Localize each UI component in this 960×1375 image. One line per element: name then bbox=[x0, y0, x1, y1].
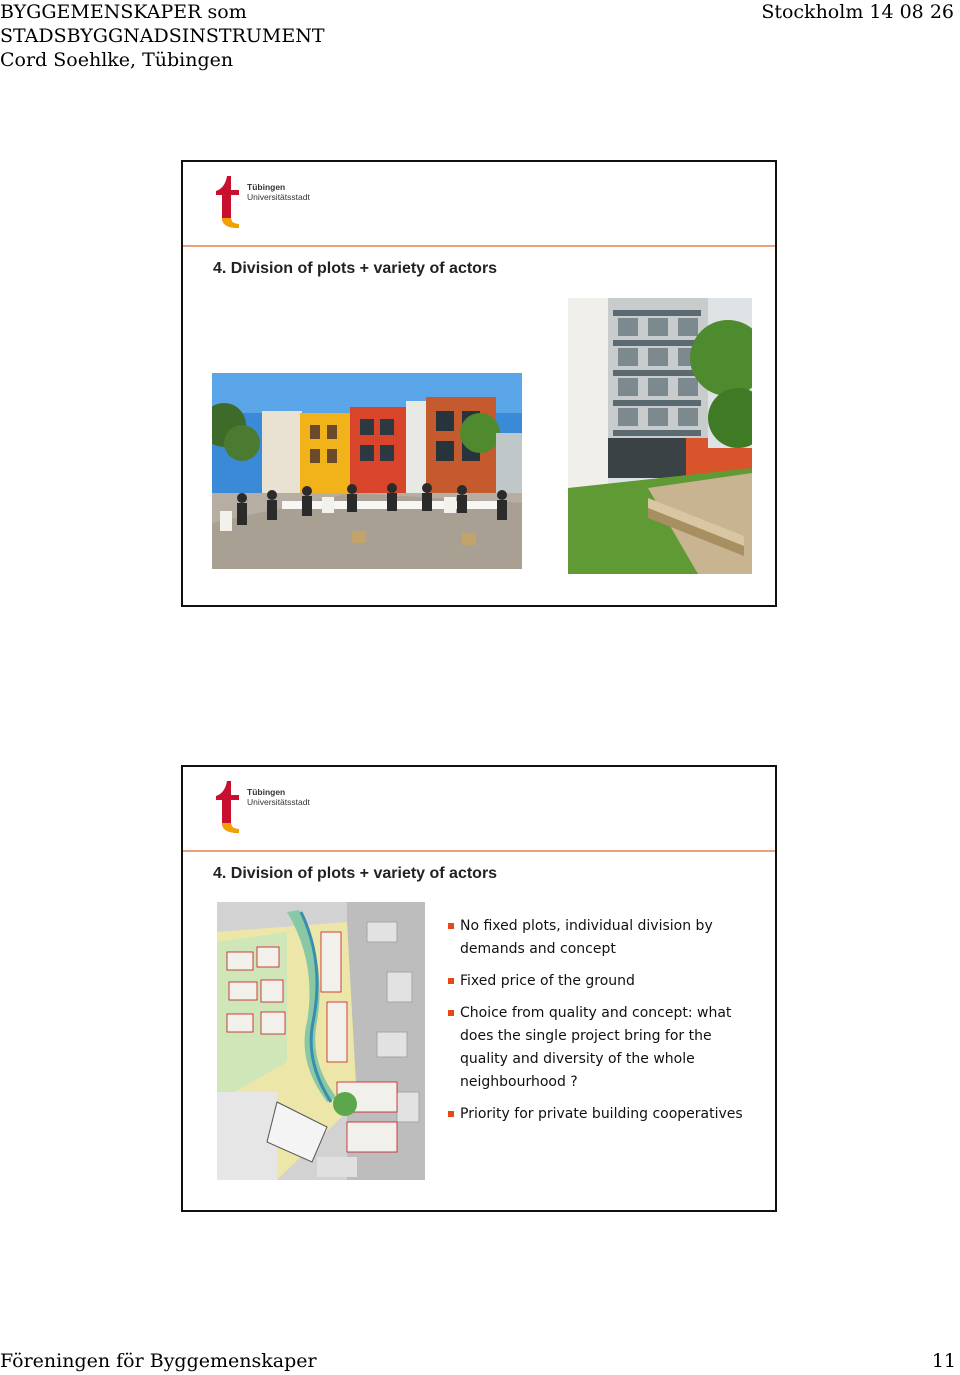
bullet-item bbox=[448, 970, 748, 993]
bullet-text: Fixed price of the ground bbox=[460, 973, 635, 989]
bullet-square-icon bbox=[448, 978, 454, 984]
bullet-text: Priority for private building cooperatives bbox=[460, 1106, 743, 1122]
page-header-right: Stockholm 14 08 26 bbox=[761, 1, 954, 23]
bullet-list bbox=[448, 915, 748, 1135]
bullet-text: Choice from quality and concept: what does the single project bring for the quality and diversity of the whole neighbourhood ? bbox=[460, 1005, 732, 1090]
logo-subtitle: Universitätsstadt bbox=[247, 192, 310, 202]
logo-name: Tübingen bbox=[247, 787, 286, 797]
header-line-3: Cord Soehlke, Tübingen bbox=[0, 49, 234, 71]
tuebingen-logo bbox=[213, 174, 333, 230]
page-footer-left: Föreningen för Byggemenskaper bbox=[0, 1350, 317, 1372]
logo-t-icon bbox=[213, 779, 247, 835]
bullet-item bbox=[448, 1103, 748, 1126]
title-divider bbox=[183, 850, 775, 852]
bullet-text: No fixed plots, individual division by demands and concept bbox=[460, 918, 713, 957]
slide-title: 4. Division of plots + variety of actors bbox=[213, 260, 498, 277]
header-line-1: BYGGEMENSKAPER som bbox=[0, 1, 247, 23]
bullet-item bbox=[448, 915, 748, 961]
slide-1 bbox=[181, 160, 777, 607]
bullet-square-icon bbox=[448, 1111, 454, 1117]
bullet-square-icon bbox=[448, 923, 454, 929]
apartment-building-photo bbox=[568, 298, 752, 574]
title-divider bbox=[183, 245, 775, 247]
logo-name: Tübingen bbox=[247, 182, 286, 192]
slide-title: 4. Division of plots + variety of actors bbox=[213, 865, 498, 882]
tuebingen-logo bbox=[213, 779, 333, 835]
slide-2 bbox=[181, 765, 777, 1212]
courtyard-gathering-photo bbox=[212, 373, 522, 569]
page-number: 11 bbox=[931, 1350, 956, 1372]
bullet-item bbox=[448, 1002, 748, 1094]
site-plan-map bbox=[217, 902, 425, 1180]
bullet-square-icon bbox=[448, 1010, 454, 1016]
header-line-2: STADSBYGGNADSINSTRUMENT bbox=[0, 25, 325, 47]
page-header-left bbox=[0, 0, 325, 72]
logo-subtitle: Universitätsstadt bbox=[247, 797, 310, 807]
logo-t-icon bbox=[213, 174, 247, 230]
